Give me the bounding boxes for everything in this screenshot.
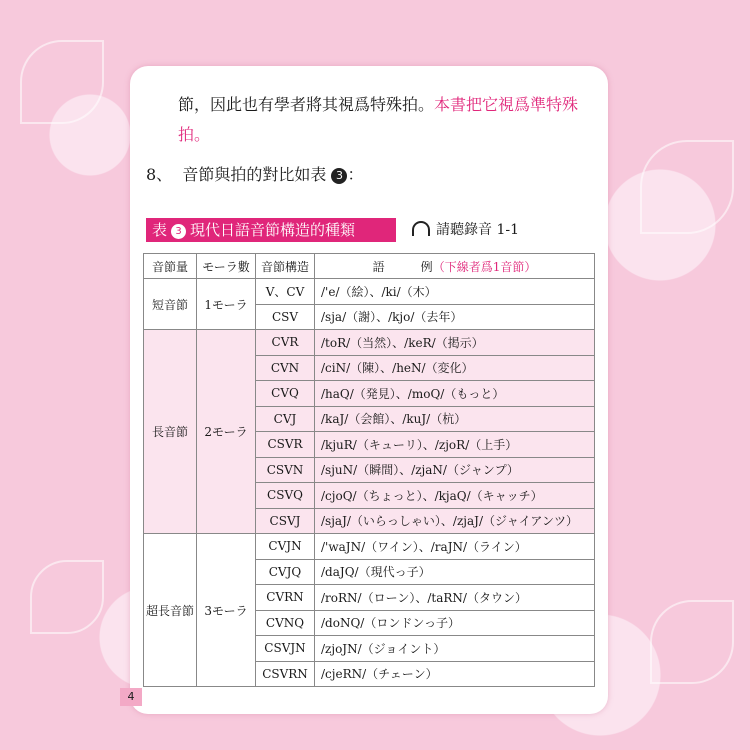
example-cell: /sja/（謝）、/kjo/（去年） (315, 304, 595, 330)
structure-cell: CVNQ (256, 610, 315, 636)
example-cell: /cjeRN/（チェーン） (315, 661, 595, 687)
paragraph-text: 節，因此也有學者將其視爲特殊拍。 (178, 95, 435, 114)
paragraph-line2: 拍。 (178, 125, 211, 144)
example-cell: /ciN/（陳）、/heN/（変化） (315, 355, 595, 381)
paragraph-line1 (178, 90, 578, 120)
example-cell: /haQ/（発見）、/moQ/（もっと） (315, 381, 595, 407)
page-number: 4 (120, 688, 142, 706)
audio-label: 請聽錄音 1-1 (436, 222, 519, 238)
structure-cell: CSVRN (256, 661, 315, 687)
example-cell: /'e/（絵）、/ki/（木） (315, 279, 595, 305)
decor-petal (640, 140, 734, 234)
header-text: 語 例 (372, 259, 433, 274)
syllable-type-cell: 超長音節 (144, 534, 197, 687)
mora-count-cell: 3モーラ (197, 534, 256, 687)
structure-cell: V、CV (256, 279, 315, 305)
structure-cell: CVJ (256, 406, 315, 432)
table-row (144, 279, 595, 305)
header-note: （下線者爲1音節） (432, 259, 537, 274)
decor-petal (30, 560, 104, 634)
example-cell: /'waJN/（ワイン）、/raJN/（ライン） (315, 534, 595, 560)
table-title-bar (146, 218, 396, 242)
table-title: 現代日語音節構造的種類 (190, 221, 356, 239)
mora-count-cell: 1モーラ (197, 279, 256, 330)
decor-petal (20, 40, 104, 124)
table-header-row (144, 254, 595, 279)
structure-cell: CVRN (256, 585, 315, 611)
decor-petal (650, 600, 734, 684)
header-cell: 音節構造 (256, 254, 315, 279)
header-cell: モーラ數 (197, 254, 256, 279)
structure-cell: CSVJ (256, 508, 315, 534)
mora-count-cell: 2モーラ (197, 330, 256, 534)
structure-cell: CSVQ (256, 483, 315, 509)
example-cell: /doNQ/（ロンドンっ子） (315, 610, 595, 636)
structure-cell: CVQ (256, 381, 315, 407)
structure-cell: CSVR (256, 432, 315, 458)
paragraph-highlight: 本書把它視爲準特殊 (434, 95, 579, 114)
table-number-badge: 3 (331, 168, 347, 184)
syllable-type-cell: 短音節 (144, 279, 197, 330)
example-cell: /zjoJN/（ジョイント） (315, 636, 595, 662)
example-cell: /daJQ/（現代っ子） (315, 559, 595, 585)
example-cell: /cjoQ/（ちょっと）、/kjaQ/（キャッチ） (315, 483, 595, 509)
item-number: 8、 (146, 165, 173, 184)
headphone-icon (412, 221, 430, 236)
example-cell: /kaJ/（会館）、/kuJ/（杭） (315, 406, 595, 432)
syllable-type-cell: 長音節 (144, 330, 197, 534)
table-row (144, 330, 595, 356)
structure-cell: CSVJN (256, 636, 315, 662)
structure-cell: CVR (256, 330, 315, 356)
header-cell (315, 254, 595, 279)
structure-cell: CSVN (256, 457, 315, 483)
example-cell: /toR/（当然）、/keR/（掲示） (315, 330, 595, 356)
item-8 (146, 160, 363, 190)
table-title-badge: 3 (171, 224, 186, 239)
syllable-table (143, 253, 595, 687)
structure-cell: CSV (256, 304, 315, 330)
example-cell: /sjaJ/（いらっしゃい）、/zjaJ/（ジャイアンツ） (315, 508, 595, 534)
item-colon: ： (347, 165, 364, 184)
example-cell: /roRN/（ローン）、/taRN/（タウン） (315, 585, 595, 611)
structure-cell: CVJN (256, 534, 315, 560)
header-cell: 音節量 (144, 254, 197, 279)
table-row (144, 534, 595, 560)
structure-cell: CVN (256, 355, 315, 381)
audio-note (412, 218, 519, 242)
table-prefix: 表 (152, 221, 168, 239)
example-cell: /sjuN/（瞬間）、/zjaN/（ジャンプ） (315, 457, 595, 483)
example-cell: /kjuR/（キューリ）、/zjoR/（上手） (315, 432, 595, 458)
structure-cell: CVJQ (256, 559, 315, 585)
item-text: 音節與拍的對比如表 (182, 165, 327, 184)
